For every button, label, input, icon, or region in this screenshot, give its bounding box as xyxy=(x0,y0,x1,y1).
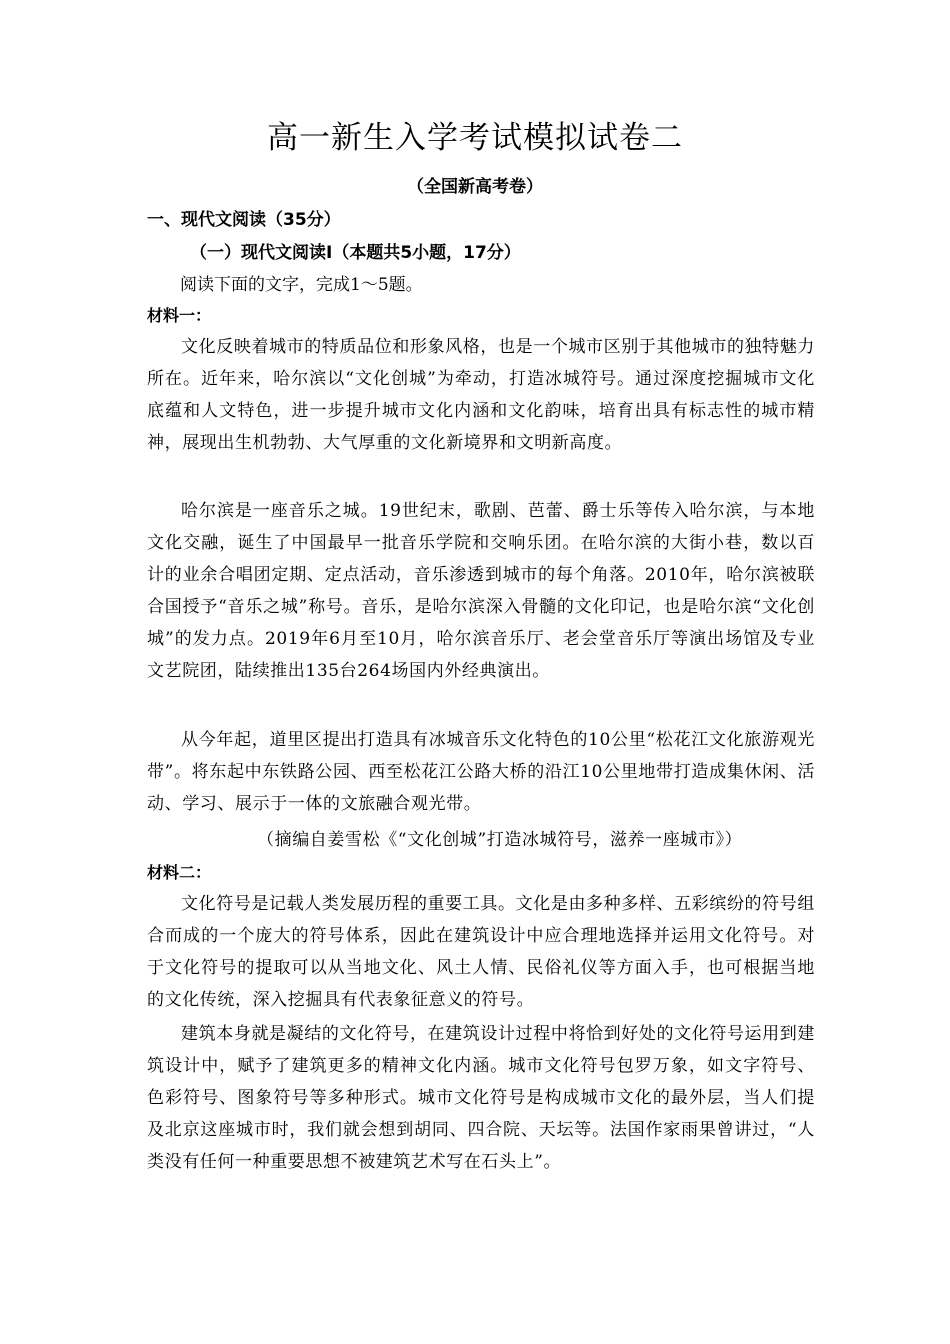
material-1-label: 材料一： xyxy=(147,306,212,325)
material-1-paragraph: 从今年起，道里区提出打造具有冰城音乐文化特色的10公里“松花江文化旅游观光带”。将东起中东铁路公园、西至松花江公路大桥的沿江10公里地带打造成集休闲、活动、学习、展示于一体的文旅融合观光带。 xyxy=(147,730,815,814)
material-1-paragraph: 文化反映着城市的特质品位和形象风格，也是一个城市区别于其他城市的独特魅力所在。近年来，哈尔滨以“文化创城”为牵动，打造冰城符号。通过深度挖掘城市文化底蕴和人文特色，进一步提升城市文化内涵和文化韵味，培育出具有标志性的城市精神，展现出生机勃勃、大气厚重的文化新境界和文明新高度。 xyxy=(147,337,815,453)
material-2-paragraph: 建筑本身就是凝结的文化符号，在建筑设计过程中将恰到好处的文化符号运用到建筑设计中，赋予了建筑更多的精神文化内涵。城市文化符号包罗万象，如文字符号、色彩符号、图象符号等多种形式。城市文化符号是构成城市文化的最外层，当人们提及北京这座城市时，我们就会想到胡同、四合院、天坛等。法国作家雨果曾讲过，“人类没有任何一种重要思想不被建筑艺术写在石头上”。 xyxy=(147,1024,815,1172)
material-1-paragraph: 哈尔滨是一座音乐之城。19世纪末，歌剧、芭蕾、爵士乐等传入哈尔滨，与本地文化交融，诞生了中国最早一批音乐学院和交响乐团。在哈尔滨的大街小巷，数以百计的业余合唱团定期、定点活动，音乐渗透到城市的每个角落。2010年，哈尔滨被联合国授予“音乐之城”称号。音乐，是哈尔滨深入骨髓的文化印记，也是哈尔滨“文化创城”的发力点。2019年6月至10月，哈尔滨音乐厅、老会堂音乐厅等演出场馆及专业文艺院团，陆续推出135台264场国内外经典演出。 xyxy=(147,501,815,681)
reading-instruction: 阅读下面的文字，完成1～5题。 xyxy=(180,275,423,295)
exam-title: 高一新生入学考试模拟试卷二 xyxy=(267,120,683,156)
material-2-paragraph: 文化符号是记载人类发展历程的重要工具。文化是由多种多样、五彩缤纷的符号组合而成的一个庞大的符号体系，因此在建筑设计中应合理地选择并运用文化符号。对于文化符号的提取可以从当地文化、风土人情、民俗礼仪等方面入手，也可根据当地的文化传统，深入挖掘具有代表象征意义的符号。 xyxy=(147,894,815,1010)
material-1-source: （摘编自姜雪松《“文化创城”打造冰城符号，滋养一座城市》） xyxy=(257,830,743,850)
section-heading: 一、现代文阅读（35分） xyxy=(147,210,341,230)
subsection-heading: （一）现代文阅读Ⅰ（本题共5小题，17分） xyxy=(190,243,521,263)
material-2-label: 材料二： xyxy=(147,863,212,882)
exam-subtitle: （全国新高考卷） xyxy=(407,177,543,197)
